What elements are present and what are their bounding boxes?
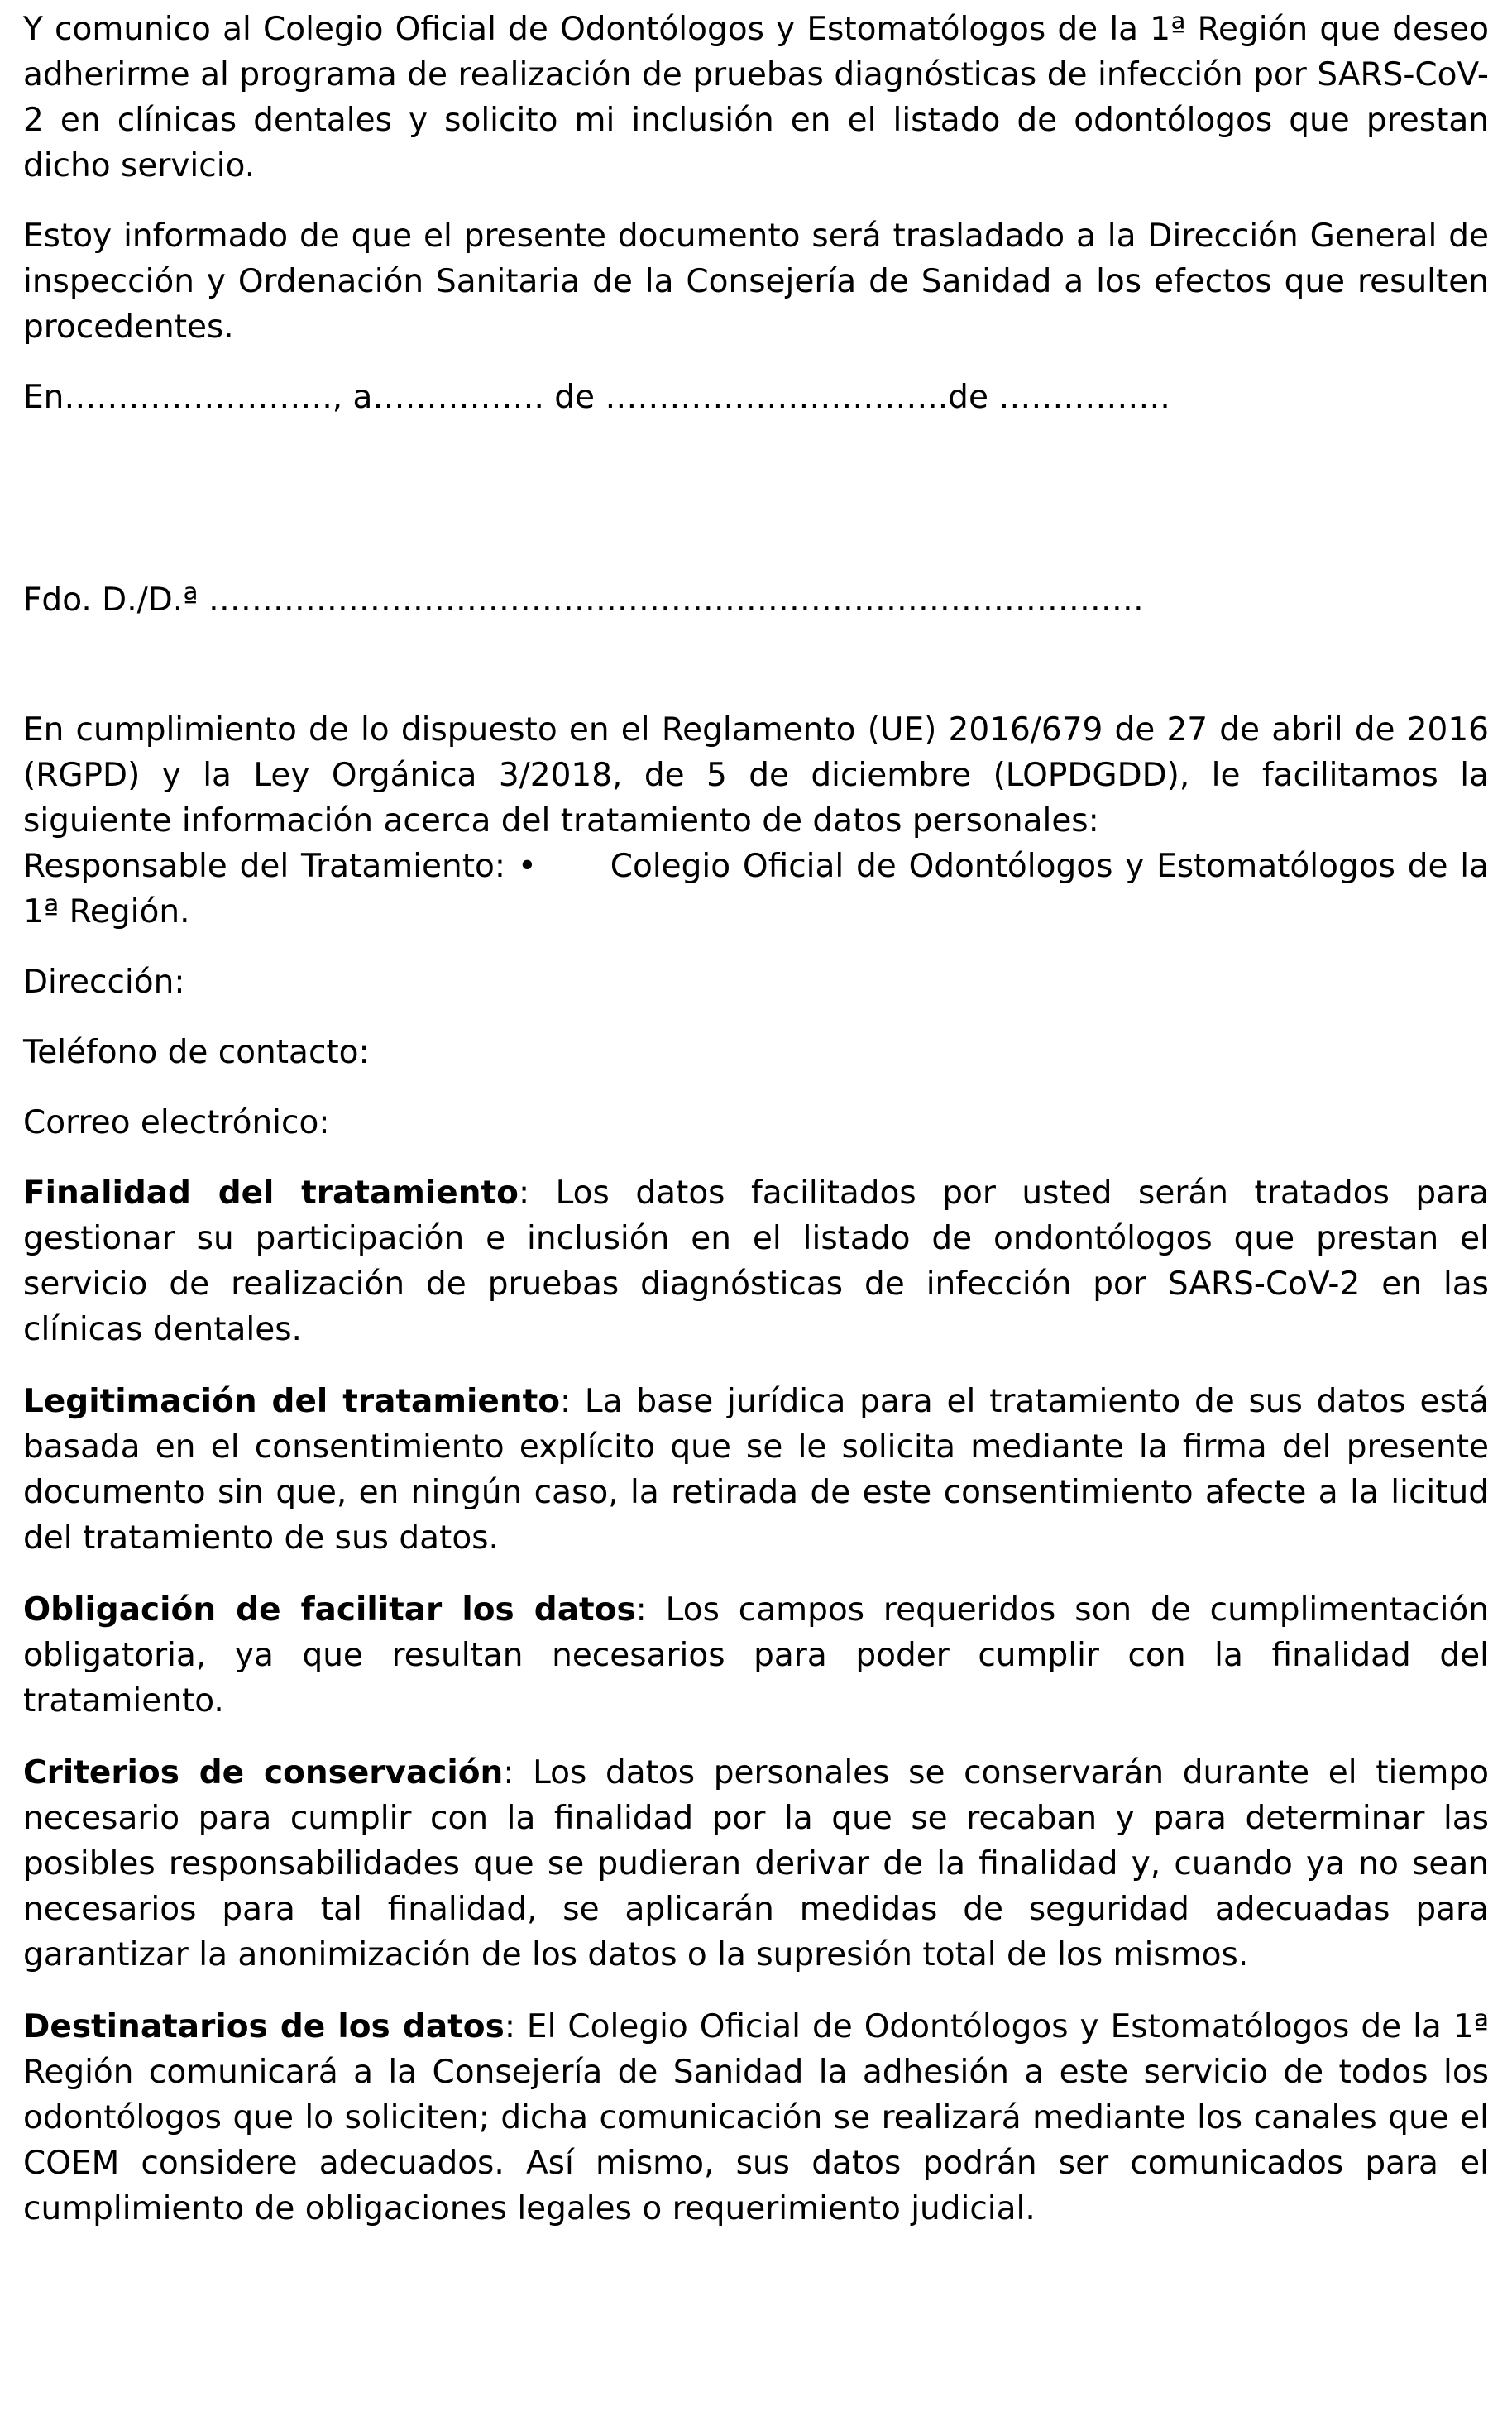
destinatarios-section (23, 2004, 1489, 2232)
intro-paragraph: Y comunico al Colegio Oficial de Odontólogos y Estomatólogos de la 1ª Región que deseo adherirme al programa de realización de pruebas diagnósticas de infección por SARS-CoV-2 en clínicas dentales y solicito mi inclusión en el listado de odontólogos que prestan dicho servicio. (23, 11, 1489, 184)
legitimacion-heading: Legitimación del tratamiento (23, 1383, 561, 1420)
transfer-notice-paragraph: Estoy informado de que el presente documento será trasladado a la Dirección General de inspección y Ordenación Sanitaria de la Consejería de Sanidad a los efectos que resulten procedentes. (23, 218, 1489, 346)
direccion-label: Dirección: (23, 964, 185, 1001)
finalidad-text: : Los datos facilitados por usted serán tratados para gestionar su participación e inclusión en el listado de ondontólogos que prestan el servicio de realización de pruebas diagnósticas de infección por SARS-CoV-2 en las clínicas dentales. (23, 1174, 1490, 1348)
document-body (23, 7, 1489, 2232)
finalidad-section (23, 1170, 1489, 1352)
destinatarios-text: : El Colegio Oficial de Odontólogos y Estomatólogos de la 1ª Región comunicará a la Consejería de Sanidad la adhesión a este servicio de todos los odontólogos que lo soliciten; dicha comunicación se realizará mediante los canales que el COEM considere adecuados. Así mismo, sus datos podrán ser comunicados para el cumplimiento de obligaciones legales o requerimiento judicial. (23, 2008, 1489, 2227)
conservacion-text: : Los datos personales se conservarán durante el tiempo necesario para cumplir con la finalidad por la que se recaban y para determinar las posibles responsabilidades que se pudieran derivar de la finalidad y, cuando ya no sean necesarios para tal finalidad, se aplicarán medidas de seguridad adecuadas para garantizar la anonimización de los datos o la supresión total de los mismos. (23, 1754, 1489, 1973)
obligacion-section (23, 1587, 1489, 1724)
conservacion-heading: Criterios de conservación (23, 1754, 504, 1792)
conservacion-section (23, 1750, 1489, 1978)
correo-label: Correo electrónico: (23, 1104, 330, 1141)
privacy-intro-paragraph: En cumplimiento de lo dispuesto en el Reglamento (UE) 2016/679 de 27 de abril de 2016 (RGPD) y la Ley Orgánica 3/2018, de 5 de diciembre (LOPDGDD), le facilitamos la siguiente información acerca del tratamiento de datos personales: (23, 711, 1489, 840)
obligacion-heading: Obligación de facilitar los datos (23, 1591, 636, 1629)
responsable-value: Colegio Oficial de Odontólogos y Estomatólogos de la 1ª Región. (23, 848, 1489, 930)
finalidad-heading: Finalidad del tratamiento (23, 1174, 519, 1212)
obligacion-text: : Los campos requeridos son de cumplimentación obligatoria, ya que resultan necesarios para poder cumplir con la finalidad del tratamiento. (23, 1591, 1489, 1720)
legitimacion-section (23, 1379, 1489, 1561)
telefono-label: Teléfono de contacto: (23, 1034, 370, 1071)
date-place-line: En……………………., a……………. de …………………………..de ……………. (23, 379, 1170, 416)
destinatarios-heading: Destinatarios de los datos (23, 2008, 505, 2045)
signature-line: Fdo. D./D.ª …………………………………………………………………………… (23, 581, 1144, 619)
legitimacion-text: : La base jurídica para el tratamiento de sus datos está basada en el consentimiento explícito que se le solicita mediante la firma del presente documento sin que, en ningún caso, la retirada de este consentimiento afecte a la licitud del tratamiento de sus datos. (23, 1383, 1489, 1557)
responsable-line (23, 844, 1489, 935)
responsable-label: Responsable del Tratamiento: • (23, 848, 537, 885)
